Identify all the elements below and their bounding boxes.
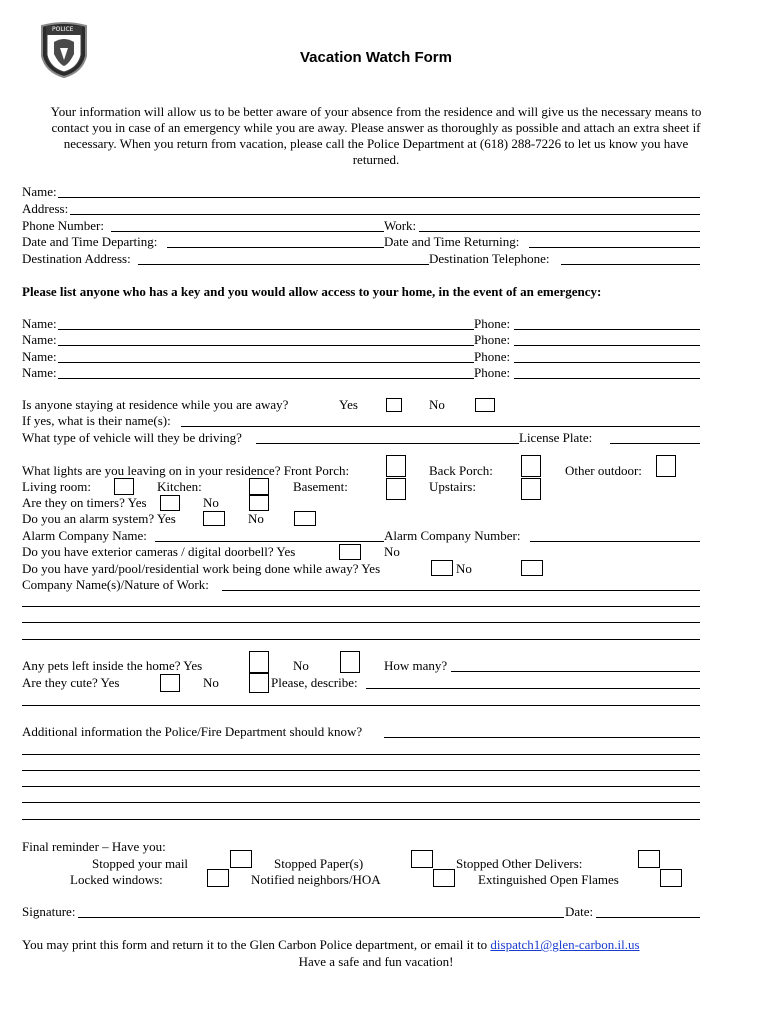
pets-yes-checkbox[interactable] (249, 651, 269, 673)
keyholder-phone-field[interactable] (514, 345, 700, 346)
describe-extra-line[interactable] (22, 705, 700, 706)
company-nature-field[interactable] (222, 590, 700, 591)
staying-names-field[interactable] (181, 426, 700, 427)
cute-yes-checkbox[interactable] (160, 674, 180, 692)
additional-info-label: Additional information the Police/Fire Department should know? (22, 724, 363, 739)
locked-windows-label: Locked windows: (70, 872, 163, 887)
email-link[interactable]: dispatch1@glen-carbon.il.us (490, 937, 640, 952)
keyholder-name-field[interactable] (58, 345, 474, 346)
yard-work-no-checkbox[interactable] (521, 560, 543, 576)
back-porch-label: Back Porch: (429, 463, 493, 478)
additional-info-field[interactable] (384, 737, 700, 738)
additional-info-line[interactable] (22, 770, 700, 771)
keyholder-phone-label: Phone: (474, 332, 511, 347)
timers-no-checkbox[interactable] (249, 495, 269, 511)
destination-telephone-field[interactable] (561, 264, 700, 265)
keyholders-heading: Please list anyone who has a key and you would allow access to your home, in the event of an emergency: (22, 284, 602, 299)
departing-label: Date and Time Departing: (22, 234, 158, 249)
signature-field[interactable] (78, 917, 564, 918)
closing-text: Have a safe and fun vacation! (298, 954, 454, 969)
phone-number-field[interactable] (111, 231, 384, 232)
keyholder-name-field[interactable] (58, 362, 474, 363)
staying-no-checkbox[interactable] (475, 398, 495, 412)
intro-line: contact you in case of an emergency while you are away. Please answer as thoroughly as possible and attach an extra sheet if (51, 120, 701, 135)
kitchen-label: Kitchen: (157, 479, 202, 494)
company-nature-extra-line[interactable] (22, 639, 700, 640)
name-label: Name: (22, 184, 57, 199)
keyholder-phone-field[interactable] (514, 362, 700, 363)
stopped-other-checkbox[interactable] (638, 850, 660, 868)
stopped-papers-checkbox[interactable] (411, 850, 433, 868)
cameras-no-label: No (384, 544, 400, 559)
cute-label: Are they cute? Yes (22, 675, 120, 690)
alarm-label: Do you an alarm system? Yes (22, 511, 176, 526)
destination-telephone-label: Destination Telephone: (429, 251, 550, 266)
cameras-label: Do you have exterior cameras / digital doorbell? Yes (22, 544, 296, 559)
staying-yes-checkbox[interactable] (386, 398, 402, 412)
upstairs-label: Upstairs: (429, 479, 476, 494)
living-room-label: Living room: (22, 479, 91, 494)
pets-no-label: No (293, 658, 309, 673)
keyholder-name-label: Name: (22, 332, 57, 347)
cute-no-checkbox[interactable] (249, 673, 269, 693)
license-plate-field[interactable] (610, 443, 700, 444)
staying-question: Is anyone staying at residence while you are away? (22, 397, 289, 412)
intro-line: Your information will allow us to be better aware of your absence from the residence and will give us the necessary means to (50, 104, 702, 119)
other-outdoor-checkbox[interactable] (656, 455, 676, 477)
extinguished-flames-label: Extinguished Open Flames (478, 872, 619, 887)
basement-checkbox[interactable] (386, 478, 406, 500)
back-porch-checkbox[interactable] (521, 455, 541, 477)
returning-field[interactable] (529, 247, 700, 248)
print-instructions (22, 937, 640, 952)
keyholder-phone-label: Phone: (474, 365, 511, 380)
alarm-no-checkbox[interactable] (294, 511, 316, 526)
staying-names-label: If yes, what is their name(s): (22, 413, 171, 428)
yard-work-no-label: No (456, 561, 472, 576)
notified-neighbors-checkbox[interactable] (433, 869, 455, 887)
date-label: Date: (565, 904, 594, 919)
keyholder-name-label: Name: (22, 316, 57, 331)
alarm-company-number-label: Alarm Company Number: (384, 528, 521, 543)
describe-label: Please, describe: (271, 675, 358, 690)
keyholder-phone-label: Phone: (474, 316, 511, 331)
company-nature-label: Company Name(s)/Nature of Work: (22, 577, 209, 592)
additional-info-line[interactable] (22, 754, 700, 755)
cute-no-label: No (203, 675, 219, 690)
signature-label: Signature: (22, 904, 76, 919)
intro-line: necessary. When you return from vacation, please call the Police Department at (618) 288-7226 to let us know you have (63, 136, 689, 151)
staying-yes-label: Yes (339, 397, 358, 412)
police-badge-logo (38, 20, 90, 78)
how-many-label: How many? (384, 658, 448, 673)
departing-field[interactable] (167, 247, 384, 248)
stopped-papers-label: Stopped Paper(s) (274, 856, 364, 871)
address-field[interactable] (70, 214, 700, 215)
reminder-heading: Final reminder – Have you: (22, 839, 166, 854)
returning-label: Date and Time Returning: (384, 234, 520, 249)
date-field[interactable] (596, 917, 700, 918)
intro-line: returned. (352, 152, 400, 167)
front-porch-checkbox[interactable] (386, 455, 406, 477)
badge-text: POLICE (52, 26, 74, 33)
extinguished-flames-checkbox[interactable] (660, 869, 682, 887)
alarm-company-name-label: Alarm Company Name: (22, 528, 147, 543)
work-field[interactable] (419, 231, 700, 232)
additional-info-line[interactable] (22, 802, 700, 803)
pets-no-checkbox[interactable] (340, 651, 360, 673)
basement-label: Basement: (293, 479, 348, 494)
form-title: Vacation Watch Form (300, 49, 452, 66)
keyholder-name-label: Name: (22, 365, 57, 380)
yard-work-yes-checkbox[interactable] (431, 560, 453, 576)
vehicle-label: What type of vehicle will they be driving? (22, 430, 242, 445)
kitchen-checkbox[interactable] (249, 478, 269, 495)
alarm-company-name-field[interactable] (155, 541, 384, 542)
phone-number-label: Phone Number: (22, 218, 104, 233)
timers-label: Are they on timers? Yes (22, 495, 147, 510)
license-plate-label: License Plate: (519, 430, 593, 445)
keyholder-phone-field[interactable] (514, 378, 700, 379)
cameras-yes-checkbox[interactable] (339, 544, 361, 560)
upstairs-checkbox[interactable] (521, 478, 541, 500)
additional-info-line[interactable] (22, 819, 700, 820)
name-field[interactable] (58, 197, 700, 198)
timers-yes-checkbox[interactable] (160, 495, 180, 511)
staying-no-label: No (429, 397, 445, 412)
alarm-yes-checkbox[interactable] (203, 511, 225, 526)
destination-address-label: Destination Address: (22, 251, 131, 266)
work-label: Work: (384, 218, 417, 233)
yard-work-label: Do you have yard/pool/residential work being done while away? Yes (22, 561, 381, 576)
alarm-company-number-field[interactable] (530, 541, 700, 542)
lights-question: What lights are you leaving on in your residence? Front Porch: (22, 463, 350, 478)
destination-address-field[interactable] (138, 264, 429, 265)
keyholder-name-field[interactable] (58, 378, 474, 379)
locked-windows-checkbox[interactable] (207, 869, 229, 887)
how-many-field[interactable] (451, 671, 700, 672)
alarm-no-label: No (248, 511, 264, 526)
stopped-mail-checkbox[interactable] (230, 850, 252, 868)
stopped-other-label: Stopped Other Delivers: (456, 856, 583, 871)
keyholder-phone-label: Phone: (474, 349, 511, 364)
other-outdoor-label: Other outdoor: (565, 463, 642, 478)
keyholder-name-field[interactable] (58, 329, 474, 330)
keyholder-name-label: Name: (22, 349, 57, 364)
keyholder-phone-field[interactable] (514, 329, 700, 330)
additional-info-line[interactable] (22, 786, 700, 787)
stopped-mail-label: Stopped your mail (92, 856, 189, 871)
company-nature-extra-line[interactable] (22, 622, 700, 623)
pets-label: Any pets left inside the home? Yes (22, 658, 203, 673)
living-room-checkbox[interactable] (114, 478, 134, 495)
address-label: Address: (22, 201, 69, 216)
print-instructions-text: You may print this form and return it to the Glen Carbon Police department, or email it to (22, 937, 488, 952)
timers-no-label: No (203, 495, 219, 510)
notified-neighbors-label: Notified neighbors/HOA (251, 872, 381, 887)
company-nature-extra-line[interactable] (22, 606, 700, 607)
describe-field[interactable] (366, 688, 700, 689)
vehicle-field[interactable] (256, 443, 519, 444)
